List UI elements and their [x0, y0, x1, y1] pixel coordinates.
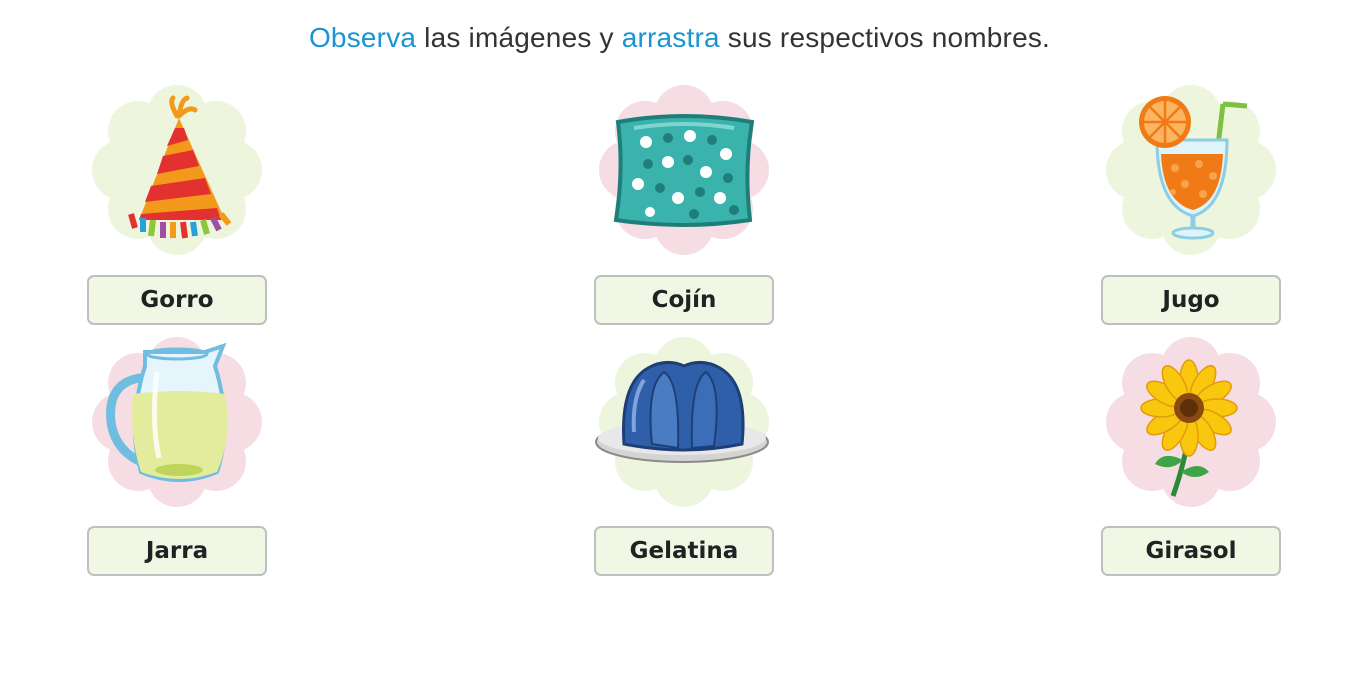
gelatin-icon: [594, 332, 774, 508]
label-jarra[interactable]: Jarra: [87, 526, 267, 576]
instruction-highlight-observa: Observa: [308, 22, 417, 53]
label-gelatina[interactable]: Gelatina: [594, 526, 774, 576]
label-girasol[interactable]: Girasol: [1101, 526, 1281, 576]
pitcher-icon: [87, 332, 267, 508]
sunflower-icon: [1101, 332, 1281, 508]
orange-juice-icon: [1101, 80, 1281, 256]
instruction-text-part: las imágenes y: [416, 22, 622, 53]
instruction-text: [0, 22, 1359, 54]
pillow-icon: [594, 80, 774, 256]
label-jugo[interactable]: Jugo: [1101, 275, 1281, 325]
instruction-highlight-arrastra: arrastra: [621, 22, 720, 53]
label-gorro[interactable]: Gorro: [87, 275, 267, 325]
label-cojin[interactable]: Cojín: [594, 275, 774, 325]
instruction-text-part-end: sus respectivos nombres.: [719, 22, 1051, 53]
party-hat-icon: [87, 80, 267, 256]
